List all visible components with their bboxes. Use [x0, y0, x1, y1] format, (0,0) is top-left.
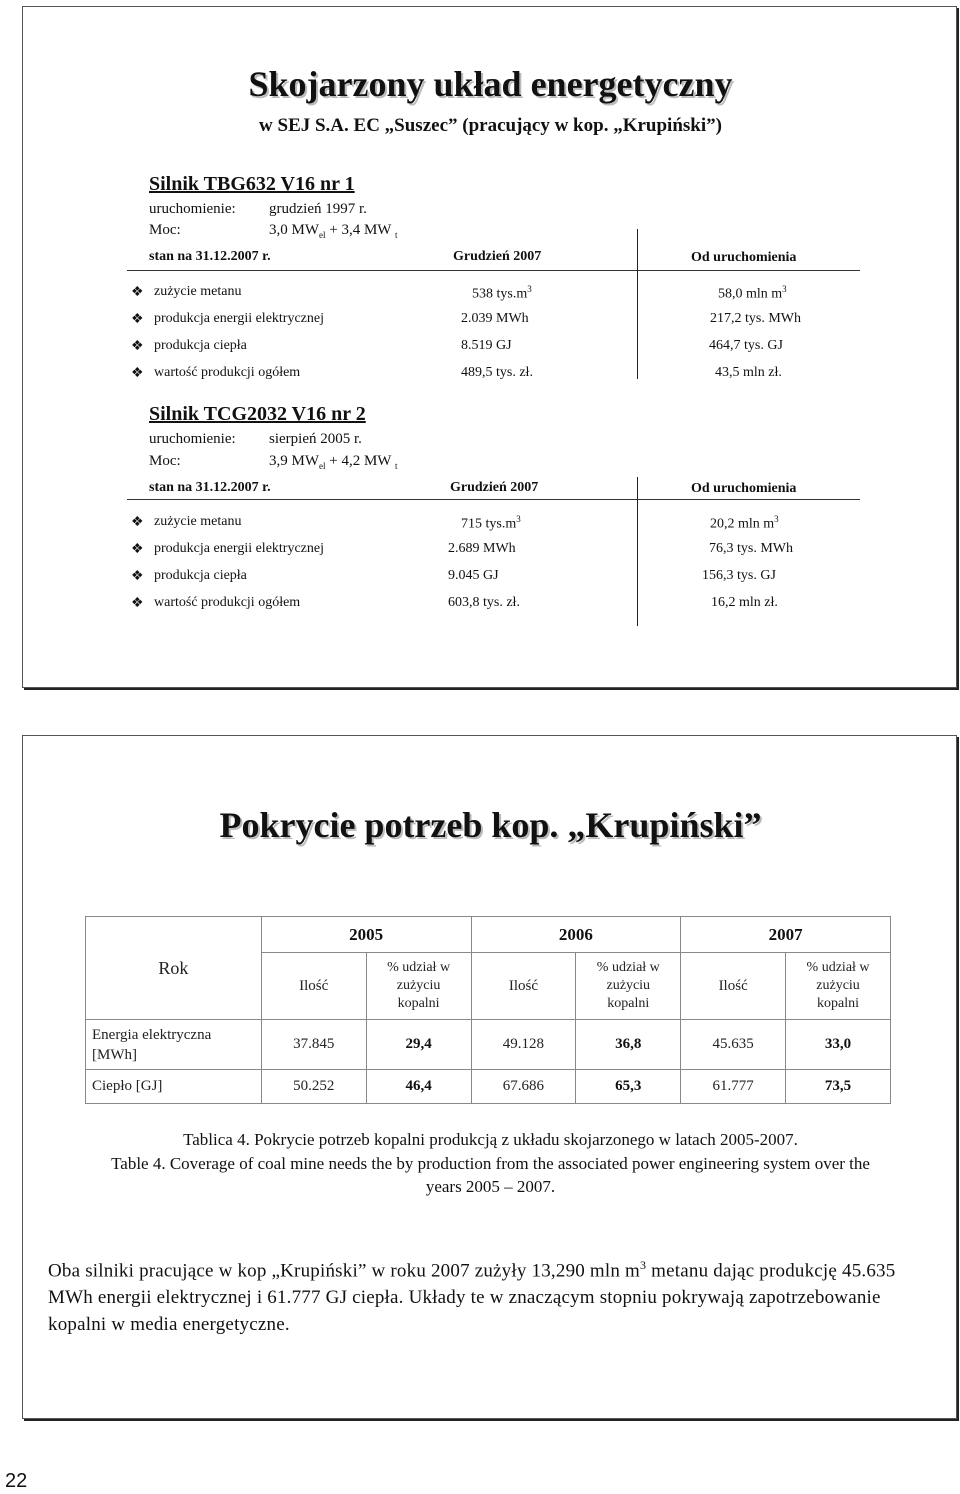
diamond-bullet-icon: ❖ [131, 596, 144, 611]
engine2-power: 3,9 $MW_{el} + 4,2$ MW $_t$ [269, 453, 398, 471]
cell-share: 73,5 [786, 1070, 891, 1104]
diamond-bullet-icon: ❖ [131, 542, 144, 557]
engine1-row-dec: 2.039 MWh [461, 311, 529, 326]
caption-en-line1: Table 4. Coverage of coal mine needs the by production from the associated power engineering system over the [111, 1154, 870, 1173]
engine2-row-label: produkcja energii elektrycznej [154, 541, 324, 556]
cell-share: 29,4 [366, 1020, 471, 1070]
engine2-row-label: wartość produkcji ogółem [154, 595, 301, 610]
engine1-row-label: zużycie metanu [154, 284, 242, 299]
engine2-row-total: 20,2 mln $m^3$ [710, 514, 779, 532]
cell-share: 65,3 [576, 1070, 681, 1104]
engine2-start-value: sierpień 2005 r. [269, 431, 362, 447]
engine2-header-rule [127, 499, 860, 500]
slide-coverage [22, 735, 957, 1419]
engine1-row-dec: 489,5 tys. zł. [461, 365, 533, 380]
slide2-title: Pokrycie potrzeb kop. „Krupiński” [219, 805, 762, 845]
caption-pl: Tablica 4. Pokrycie potrzeb kopalni produkcją z układu skojarzonego w latach 2005-2007. [183, 1130, 798, 1149]
table-header-row [86, 917, 891, 953]
share-header: % udział w zużyciu kopalni [366, 953, 471, 1020]
engine1-row-dec: 8.519 GJ [461, 338, 512, 353]
engine2-header-dec: Grudzień 2007 [450, 480, 539, 495]
engine2-row-label: produkcja ciepła [154, 568, 247, 583]
share-header: % udział w zużyciu kopalni [786, 953, 891, 1020]
row-label: Energia elektryczna [MWh] [86, 1020, 262, 1070]
engine2-row-dec: 9.045 GJ [448, 568, 499, 583]
engine1-header-dec: Grudzień 2007 [453, 249, 542, 264]
cell-qty: 50.252 [261, 1070, 366, 1104]
engine2-header-total: Od uruchomienia [691, 481, 797, 496]
qty-header: Ilość [681, 953, 786, 1020]
cell-qty: 49.128 [471, 1020, 576, 1070]
engine2-row-dec: 2.689 MWh [448, 541, 516, 556]
qty-header: Ilość [471, 953, 576, 1020]
cell-share: 46,4 [366, 1070, 471, 1104]
year-header: 2005 [261, 917, 471, 953]
cell-qty: 61.777 [681, 1070, 786, 1104]
diamond-bullet-icon: ❖ [131, 515, 144, 530]
engine1-row-total: 464,7 tys. GJ [709, 338, 783, 353]
table-row [86, 1070, 891, 1104]
engine2-column-divider [637, 477, 638, 626]
diamond-bullet-icon: ❖ [131, 366, 144, 381]
engine1-power: 3,0 $MW_{el} + 3,4$ MW $_t$ [269, 222, 398, 240]
engine1-row-label: produkcja ciepła [154, 338, 247, 353]
engine1-row-total: 217,2 tys. MWh [710, 311, 801, 326]
engine1-row-total: 43,5 mln zł. [715, 365, 782, 380]
slide-engines [22, 6, 957, 688]
engine1-start-label: uruchomienie: [149, 201, 236, 217]
summary-paragraph: Oba silniki pracujące w kop „Krupiński” w roku 2007 zużyły 13,290 mln $m^3$ metanu dając produkcję 45.635 MWh energii elektrycznej i 61.777 GJ ciepła. Układy te w znaczącym stopniu pokrywają zapotrzebowanie kopalni w media energetyczne. [48, 1258, 896, 1336]
rok-header: Rok [86, 917, 262, 1020]
engine2-name: Silnik TCG2032 V16 nr 2 [149, 403, 366, 425]
qty-header: Ilość [261, 953, 366, 1020]
cell-share: 36,8 [576, 1020, 681, 1070]
engine2-row-total: 156,3 tys. GJ [702, 568, 776, 583]
year-header: 2006 [471, 917, 681, 953]
caption-en-line2: years 2005 – 2007. [425, 1177, 556, 1196]
engine1-state: stan na 31.12.2007 r. [149, 249, 271, 264]
cell-qty: 45.635 [681, 1020, 786, 1070]
page-number: 22 [5, 1470, 28, 1492]
table-row [86, 1020, 891, 1070]
diamond-bullet-icon: ❖ [131, 312, 144, 327]
engine2-row-total: 16,2 mln zł. [711, 595, 778, 610]
row-label: Ciepło [GJ] [86, 1070, 262, 1104]
engine2-row-total: 76,3 tys. MWh [709, 541, 793, 556]
engine1-header-rule [127, 270, 860, 271]
engine2-row-label: zużycie metanu [154, 514, 242, 529]
engine1-start-value: grudzień 1997 r. [269, 201, 367, 217]
slide1-subtitle: w SEJ S.A. EC „Suszec” (pracujący w kop. „Krupiński”) [259, 115, 722, 136]
engine2-row-dec: 603,8 tys. zł. [448, 595, 520, 610]
engine1-row-label: produkcja energii elektrycznej [154, 311, 324, 326]
cell-qty: 67.686 [471, 1070, 576, 1104]
year-header: 2007 [681, 917, 891, 953]
share-header: % udział w zużyciu kopalni [576, 953, 681, 1020]
engine1-column-divider [637, 229, 638, 379]
cell-qty: 37.845 [261, 1020, 366, 1070]
engine2-power-label: Moc: [149, 453, 181, 469]
engine2-state: stan na 31.12.2007 r. [149, 480, 271, 495]
engine1-row-dec: 538 $tys.m^3$ [472, 284, 532, 302]
engine1-row-label: wartość produkcji ogółem [154, 365, 301, 380]
engine1-header-total: Od uruchomienia [691, 250, 797, 265]
diamond-bullet-icon: ❖ [131, 569, 144, 584]
coverage-table [85, 916, 891, 1104]
engine1-name: Silnik TBG632 V16 nr 1 [149, 173, 355, 195]
engine2-row-dec: 715 $tys.m^3$ [461, 514, 521, 532]
engine1-power-label: Moc: [149, 222, 181, 238]
diamond-bullet-icon: ❖ [131, 285, 144, 300]
cell-share: 33,0 [786, 1020, 891, 1070]
diamond-bullet-icon: ❖ [131, 339, 144, 354]
engine1-row-total: 58,0 mln $m^3$ [718, 284, 787, 302]
engine2-start-label: uruchomienie: [149, 431, 236, 447]
slide1-title: Skojarzony układ energetyczny [248, 64, 733, 104]
